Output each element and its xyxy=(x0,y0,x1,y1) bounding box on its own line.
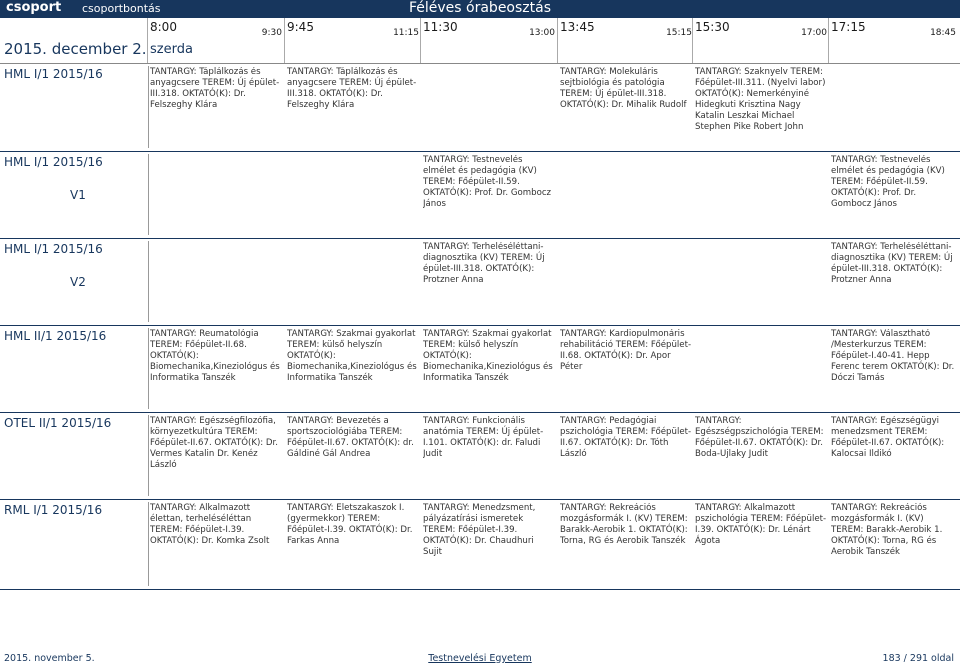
schedule-row xyxy=(0,326,960,413)
schedule-day: szerda xyxy=(150,42,193,57)
class-entry[interactable]: TANTÁRGY: Pedagógiai pszichológia TEREM: Főépület-II.67. OKTATÓ(K): Dr. Tóth László xyxy=(560,416,692,459)
slot-divider xyxy=(557,18,558,64)
slot-start-time: 15:30 xyxy=(695,20,730,34)
class-entry[interactable]: TANTÁRGY: Terheléséléttani-diagnosztika (KV) TEREM: Új épület-III.318. OKTATÓ(K): Protzner Anna xyxy=(831,242,953,285)
slot-divider xyxy=(692,18,693,64)
slot-divider xyxy=(828,18,829,64)
subgroup-label: V2 xyxy=(70,274,86,289)
class-entry[interactable]: TANTÁRGY: Egészségfilozófia, környezetkultúra TEREM: Főépület-II.67. OKTATÓ(K): Dr. Vermes Katalin Dr. Kenéz László xyxy=(150,416,279,470)
class-entry[interactable]: TANTÁRGY: Terheléséléttani-diagnosztika (KV) TEREM: Új épület-III.318. OKTATÓ(K): Protzner Anna xyxy=(423,242,545,285)
label-divider xyxy=(148,328,149,409)
class-entry[interactable]: TANTÁRGY: Alkalmazott pszichológia TEREM: Főépület-I.39. OKTATÓ(K): Dr. Lénárt Ágota xyxy=(695,503,827,546)
page-title: Féléves órabeosztás xyxy=(408,0,552,16)
group-label: HML I/1 2015/16 xyxy=(4,67,103,81)
slot-start-time: 11:30 xyxy=(423,20,458,34)
class-entry[interactable]: TANTÁRGY: Szakmai gyakorlat TEREM: külső helyszín OKTATÓ(K): Biomechanika,Kineziológus és Informatika Tanszék xyxy=(287,329,417,383)
schedule-row xyxy=(0,64,960,152)
slot-end-time: 11:15 xyxy=(393,28,419,38)
group-label: HML I/1 2015/16 xyxy=(4,242,103,256)
schedule-row xyxy=(0,239,960,326)
class-entry[interactable]: TANTÁRGY: Szakmai gyakorlat TEREM: külső helyszín OKTATÓ(K): Biomechanika,Kineziológus és Informatika Tanszék xyxy=(423,329,553,383)
group-label: HML II/1 2015/16 xyxy=(4,329,107,343)
footer-date: 2015. november 5. xyxy=(4,653,95,664)
footer-page-number: 183 / 291 oldal xyxy=(882,653,954,664)
slot-start-time: 17:15 xyxy=(831,20,866,34)
slot-divider xyxy=(284,18,285,64)
class-entry[interactable]: TANTÁRGY: Egészségpszichológia TEREM: Főépület-II.67. OKTATÓ(K): Dr. Boda-Ujlaky Judit xyxy=(695,416,824,459)
group-label: RML I/1 2015/16 xyxy=(4,503,103,517)
class-entry[interactable]: TANTÁRGY: Menedzsment, pályázatírási ismeretek TEREM: Főépület-I.39. OKTATÓ(K): Dr. Chaudhuri Sujit xyxy=(423,503,536,557)
label-divider xyxy=(148,502,149,586)
slot-end-time: 15:15 xyxy=(666,28,692,38)
schedule-date: 2015. december 2. xyxy=(4,40,147,58)
class-entry[interactable]: TANTÁRGY: Reumatológia TEREM: Főépület-II.68. OKTATÓ(K): Biomechanika,Kineziológus és Informatika Tanszék xyxy=(150,329,280,383)
label-divider xyxy=(148,154,149,235)
group-label: OTEL II/1 2015/16 xyxy=(4,416,112,430)
class-entry[interactable]: TANTÁRGY: Testnevelés elmélet és pedagógia (KV) TEREM: Főépület-II.59. OKTATÓ(K): Prof. Dr. Gombocz János xyxy=(423,155,552,209)
label-divider xyxy=(148,415,149,496)
class-entry[interactable]: TANTÁRGY: Testnevelés elmélet és pedagógia (KV) TEREM: Főépület-II.59. OKTATÓ(K): Prof. Dr. Gombocz János xyxy=(831,155,945,209)
class-entry[interactable]: TANTÁRGY: Funkcionális anatómia TEREM: Új épület-I.101. OKTATÓ(K): dr. Faludi Judit xyxy=(423,416,544,459)
schedule-row xyxy=(0,152,960,239)
slot-end-time: 9:30 xyxy=(261,28,282,38)
class-entry[interactable]: TANTÁRGY: Egészségügyi menedzsment TEREM: Főépület-II.67. OKTATÓ(K): Kalocsai Ildikó xyxy=(831,416,945,459)
schedule-row xyxy=(0,500,960,590)
slot-start-time: 13:45 xyxy=(560,20,595,34)
class-entry[interactable]: TANTÁRGY: Rekreációs mozgásformák I. (KV) TEREM: Barakk-Aerobik 1. OKTATÓ(K): Torna, RG és Aerobik Tanszék xyxy=(831,503,943,557)
class-entry[interactable]: TANTÁRGY: Életszakaszok I. (gyermekkor) TEREM: Főépület-I.39. OKTATÓ(K): Dr. Farkas Anna xyxy=(287,503,413,546)
slot-end-time: 17:00 xyxy=(801,28,827,38)
class-entry[interactable]: TANTÁRGY: Kardiopulmonáris rehabilitáció TEREM: Főépület-II.68. OKTATÓ(K): Dr. Apor Péter xyxy=(560,329,692,372)
class-entry[interactable]: TANTÁRGY: Táplálkozás és anyagcsere TEREM: Új épület-III.318. OKTATÓ(K): Dr. Felszeghy Klára xyxy=(287,67,417,110)
class-entry[interactable]: TANTÁRGY: Rekreációs mozgásformák I. (KV) TEREM: Barakk-Aerobik 1. OKTATÓ(K): Torna, RG és Aerobik Tanszék xyxy=(560,503,688,546)
slot-end-time: 18:45 xyxy=(930,28,956,38)
tab-csoportbontas[interactable]: csoportbontás xyxy=(82,2,161,15)
page-footer xyxy=(0,652,960,667)
subgroup-label: V1 xyxy=(70,187,86,202)
label-divider xyxy=(148,66,149,148)
slot-start-time: 9:45 xyxy=(287,20,314,34)
tab-csoport[interactable]: csoport xyxy=(6,0,62,15)
slot-end-time: 13:00 xyxy=(529,28,555,38)
class-entry[interactable]: TANTÁRGY: Táplálkozás és anyagcsere TEREM: Új épület-III.318. OKTATÓ(K): Dr. Felszeghy Klára xyxy=(150,67,280,110)
row-divider xyxy=(0,589,960,590)
schedule-row xyxy=(0,413,960,500)
slot-divider xyxy=(420,18,421,64)
class-entry[interactable]: TANTÁRGY: Bevezetés a sportszociológiába TEREM: Főépület-II.67. OKTATÓ(K): dr. Gáldiné Gál Andrea xyxy=(287,416,414,459)
slot-divider xyxy=(147,18,148,64)
slot-start-time: 8:00 xyxy=(150,20,177,34)
class-entry[interactable]: TANTÁRGY: Szaknyelv TEREM: Főépület-III.311. (Nyelvi labor) OKTATÓ(K): Nemerkényiné Hidegkuti Krisztina Nagy Katalin Leszkai Michael Stephen Pike Robert John xyxy=(695,67,826,132)
class-entry[interactable]: TANTÁRGY: Alkalmazott élettan, terheléséléttan TEREM: Főépület-I.39. OKTATÓ(K): Dr. Komka Zsolt xyxy=(150,503,270,546)
class-entry[interactable]: TANTÁRGY: Molekuláris sejtbiológia és patológia TEREM: Új épület-III.318. OKTATÓ(K): Dr. Mihalik Rudolf xyxy=(560,67,687,110)
group-label: HML I/1 2015/16 xyxy=(4,155,103,169)
label-divider xyxy=(148,241,149,322)
footer-institution-link[interactable]: Testnevelési Egyetem xyxy=(428,653,532,664)
class-entry[interactable]: TANTÁRGY: Választható /Mesterkurzus TEREM: Főépület-I.40-41. Hepp Ferenc terem OKTATÓ(K): Dr. Dóczi Tamás xyxy=(831,329,955,383)
